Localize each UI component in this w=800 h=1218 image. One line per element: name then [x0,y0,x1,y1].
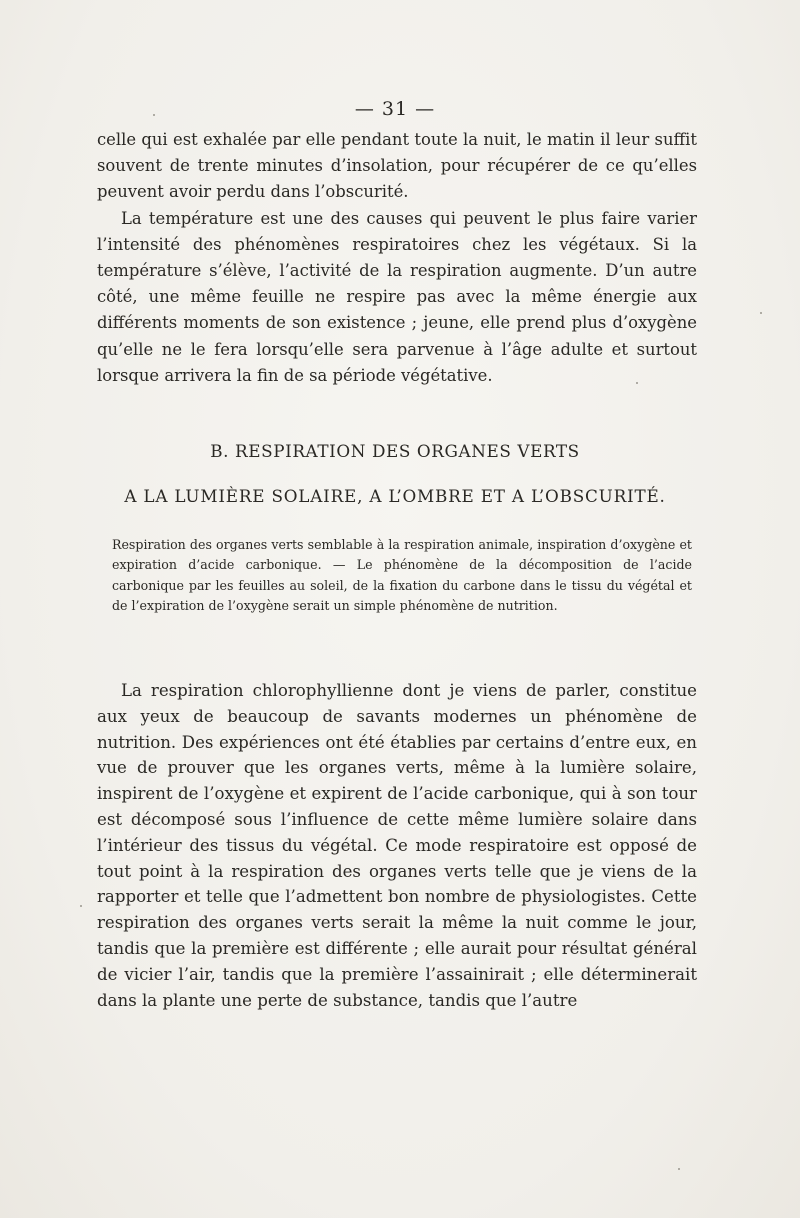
paragraph-continuation: celle qui est exhalée par elle pendant toute la nuit, le matin il leur suffit souvent de trente minutes d’insolation, pour récupérer de ce qu’elles peuvent avoir perdu dans l’obscurité. [97,130,697,202]
body-text [97,678,697,1013]
opening-text [97,127,697,389]
paper-speck [80,905,82,907]
paragraph-chlorophyll: La respiration chlorophyllienne dont je viens de parler, constitue aux yeux de beaucoup de savants modernes un phénomène de nutrition. Des expériences ont été établies par certains d’entre eux, en vue de prouver que les organes verts, même à la lumière solaire, inspirent de l’oxygène et expirent de l’acide carbonique, qui à son tour est décomposé sous l’influence de cette même lumière solaire dans l’intérieur des tissus du végétal. Ce mode respiratoire est opposé de tout point à la respiration des organes verts telle que je viens de la rapporter et telle que l’admettent bon nombre de physiologistes. Cette respiration des organes verts serait la même la nuit comme le jour, tandis que la première est différente ; elle aurait pour résultat général de vicier l’air, tandis que la première l’assainirait ; elle déterminerait dans la plante une perte de substance, tandis que l’autre [97,681,697,1010]
paper-speck [153,114,155,116]
paper-speck [760,312,762,314]
paragraph-temperature: La température est une des causes qui peuvent le plus faire varier l’intensité des phénomènes respiratoires chez les végétaux. Si la température s’élève, l’activité de la respiration augmente. D’un autre côté, une même feuille ne respire pas avec la même énergie aux différents moments de son existence ; jeune, elle prend plus d’oxygène qu’elle ne le fera lorsqu’elle sera parvenue à l’âge adulte et surtout lorsque arrivera la fin de sa période végétative. [97,208,697,385]
page-number: — 31 — [354,98,436,120]
section-heading-line-2: A LA LUMIÈRE SOLAIRE, A L’OMBRE ET A L’OBSCURITÉ. [124,486,666,506]
section-summary [112,535,692,617]
paper-speck [678,1168,680,1170]
summary-text: Respiration des organes verts semblable à la respiration animale, inspiration d’oxygène et expiration d’acide carbonique. — Le phénomène de la décomposition de l’acide carbonique par les feuilles au soleil, de la fixation du carbone dans le tissu du végétal et de l’expiration de l’oxygène serait un simple phénomène de nutrition. [112,537,692,614]
section-heading-line-1: B. RESPIRATION DES ORGANES VERTS [210,441,580,461]
paper-speck [636,382,638,384]
